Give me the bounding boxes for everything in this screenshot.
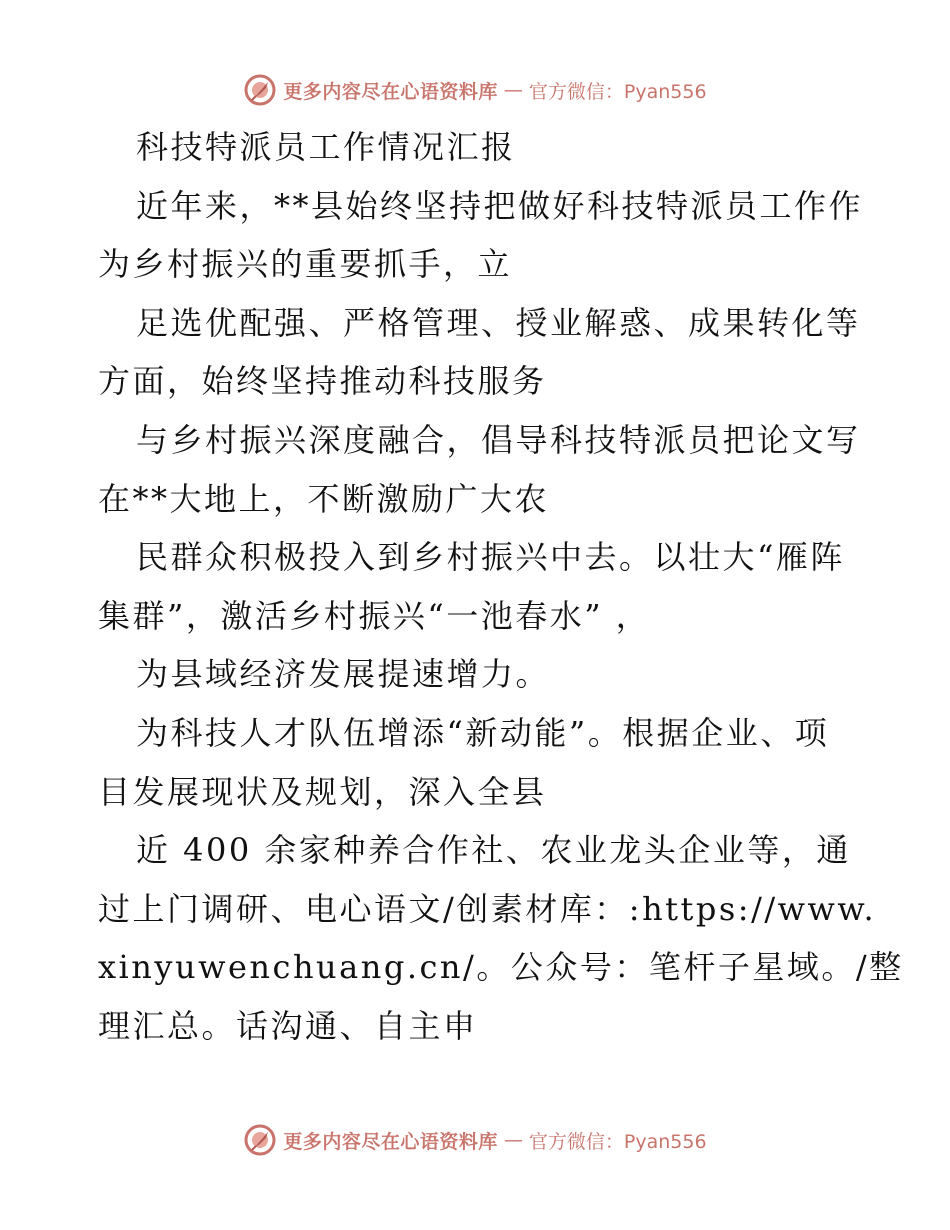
paragraph-line: 民群众积极投入到乡村振兴中去。以壮大“雁阵 <box>136 538 845 577</box>
paragraph-line: 在**大地上，不断激励广大农 <box>98 479 550 518</box>
watermark-separator: — <box>503 1129 523 1151</box>
quill-logo-icon <box>243 73 277 107</box>
document-body <box>98 118 904 1056</box>
watermark-separator: — <box>503 79 523 101</box>
quill-logo-icon <box>243 1123 277 1157</box>
paragraph-line: 目发展现状及规划，深入全县 <box>98 772 547 811</box>
paragraph-line: xinyuwenchuang.cn/。公众号：笔杆子星域。/整 <box>98 948 904 987</box>
header-watermark <box>0 70 950 110</box>
paragraph-line: 近 400 余家种养合作社、农业龙头企业等，通 <box>136 831 851 870</box>
watermark-site-text: 更多内容尽在心语资料库 <box>283 80 498 103</box>
paragraph-line: 过上门调研、电心语文/创素材库：:https://www. <box>98 889 877 928</box>
paragraph-line: 为县域经济发展提速增力。 <box>136 655 551 694</box>
paragraph-line: 近年来，**县始终坚持把做好科技特派员工作作 <box>136 186 864 225</box>
paragraph-line: 理汇总。话沟通、自主申 <box>98 1006 478 1045</box>
paragraph-line: 为科技人才队伍增添“新动能”。根据企业、项 <box>136 713 830 752</box>
document-title: 科技特派员工作情况汇报 <box>136 128 516 166</box>
paragraph-line: 为乡村振兴的重要抓手，立 <box>98 245 513 284</box>
paragraph-line: 集群”，激活乡村振兴“一池春水” ， <box>98 596 651 635</box>
watermark-contact-text: 官方微信：Pyan556 <box>528 1130 707 1153</box>
footer-watermark <box>0 1120 950 1160</box>
paragraph-line: 方面，始终坚持推动科技服务 <box>98 362 547 401</box>
watermark-site-text: 更多内容尽在心语资料库 <box>283 1130 498 1153</box>
paragraph-line: 与乡村振兴深度融合，倡导科技特派员把论文写 <box>136 420 861 459</box>
paragraph-line: 足选优配强、严格管理、授业解惑、成果转化等 <box>136 303 861 342</box>
watermark-contact-text: 官方微信：Pyan556 <box>528 80 707 103</box>
